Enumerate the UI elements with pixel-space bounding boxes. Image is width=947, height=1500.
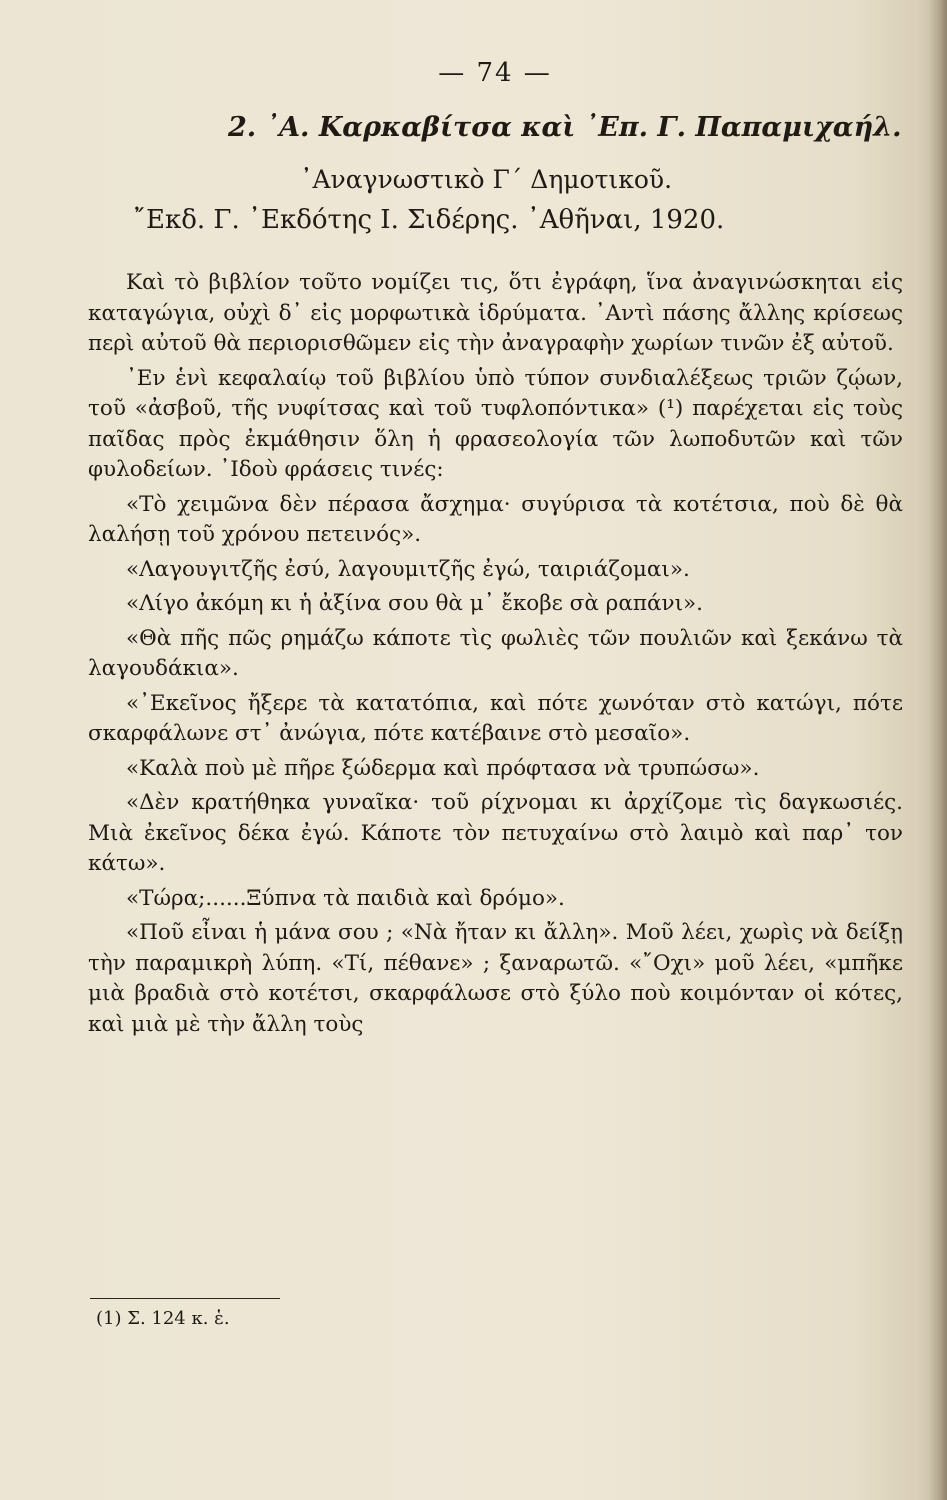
- reference-publication: ῎Εκδ. Γ. ᾿Εκδότης Ι. Σιδέρης. ᾿Αθῆναι, 1920.: [133, 205, 725, 235]
- paragraph: ᾿Εν ἑνὶ κεφαλαίῳ τοῦ βιβλίου ὑπὸ τύπον συνδιαλέξεως τριῶν ζῴων, τοῦ «ἀσβοῦ, τῆς νυφίτσας καὶ τοῦ τυφλοπόντικα» (¹) παρέχεται εἰς τοὺς παῖδας πρὸς ἐκμάθησιν ὅλη ἡ φρασεολογία τῶν λωποδυτῶν καὶ τῶν φυλοδείων. ᾿Ιδοὺ φράσεις τινές:: [88, 365, 903, 482]
- reference-title: 2. ᾿Α. Καρκαβίτσα καὶ ᾿Επ. Γ. Παπαμιχαήλ.: [228, 112, 902, 143]
- quote-paragraph: «Δὲν κρατήθηκα γυναῖκα· τοῦ ρίχνομαι κι ἀρχίζομε τὶς δαγκωσιές. Μιὰ ἐκεῖνος δέκα ἐγώ. Κάποτε τὸν πετυχαίνω στὸ λαιμὸ καὶ παρ᾿ τον κάτω».: [88, 790, 903, 876]
- quote-paragraph: «᾿Εκεῖνος ἤξερε τὰ κατατόπια, καὶ πότε χωνόταν στὸ κατώγι, πότε σκαρφάλωνε στ᾿ ἀνώγια, πότε κατέβαινε στὸ μεσαῖο».: [88, 690, 903, 746]
- paragraph: Καὶ τὸ βιβλίον τοῦτο νομίζει τις, ὅτι ἐγράφη, ἵνα ἀναγινώσκηται εἰς καταγώγια, οὐχὶ δ᾿ εἰς μορφωτικὰ ἱδρύματα. ᾿Αντὶ πάσης ἄλλης κρίσεως περὶ αὐτοῦ θὰ περιορισθῶμεν εἰς τὴν ἀναγραφὴν χωρίων τινῶν ἐξ αὐτοῦ.: [88, 270, 903, 356]
- reference-subtitle: ᾿Αναγνωστικὸ Γ΄ Δημοτικοῦ.: [300, 165, 673, 194]
- quote-paragraph: «Θὰ πῆς πῶς ρημάζω κάποτε τὶς φωλιὲς τῶν πουλιῶν καὶ ξεκάνω τὰ λαγουδάκια».: [88, 625, 903, 681]
- body-text: [88, 268, 903, 1044]
- footnote: (1) Σ. 124 κ. ἑ.: [96, 1308, 230, 1329]
- quote-paragraph: «Τώρα;......Ξύπνα τὰ παιδιὰ καὶ δρόμο».: [126, 885, 565, 911]
- footnote-rule: [90, 1298, 280, 1299]
- quote-paragraph: «Λαγουγιτζῆς ἐσύ, λαγουμιτζῆς ἐγώ, ταιριάζομαι».: [126, 556, 690, 582]
- quote-paragraph: «Τὸ χειμῶνα δὲν πέρασα ἄσχημα· συγύρισα τὰ κοτέτσια, ποὺ δὲ θὰ λαλήσῃ τοῦ χρόνου πετεινός».: [88, 491, 903, 547]
- page-number: — 74 —: [438, 58, 552, 88]
- quote-paragraph: «Ποῦ εἶναι ἡ μάνα σου ; «Νὰ ἤταν κι ἄλλη». Μοῦ λέει, χωρὶς νὰ δείξῃ τὴν παραμικρὴ λύπη. «Τί, πέθανε» ; ξαναρωτῶ. «῎Οχι» μοῦ λέει, «μπῆκε μιὰ βραδιὰ στὸ κοτέτσι, σκαρφάλωσε στὸ ξύλο ποὺ κοιμόνταν οἱ κότες, καὶ μιὰ μὲ τὴν ἄλλη τοὺς: [88, 920, 903, 1037]
- quote-paragraph: «Καλὰ ποὺ μὲ πῆρε ξώδερμα καὶ πρόφτασα νὰ τρυπώσω».: [126, 755, 760, 781]
- quote-paragraph: «Λίγο ἀκόμη κι ἡ ἀξίνα σου θὰ μ᾿ ἔκοβε σὰ ραπάνι».: [126, 591, 703, 616]
